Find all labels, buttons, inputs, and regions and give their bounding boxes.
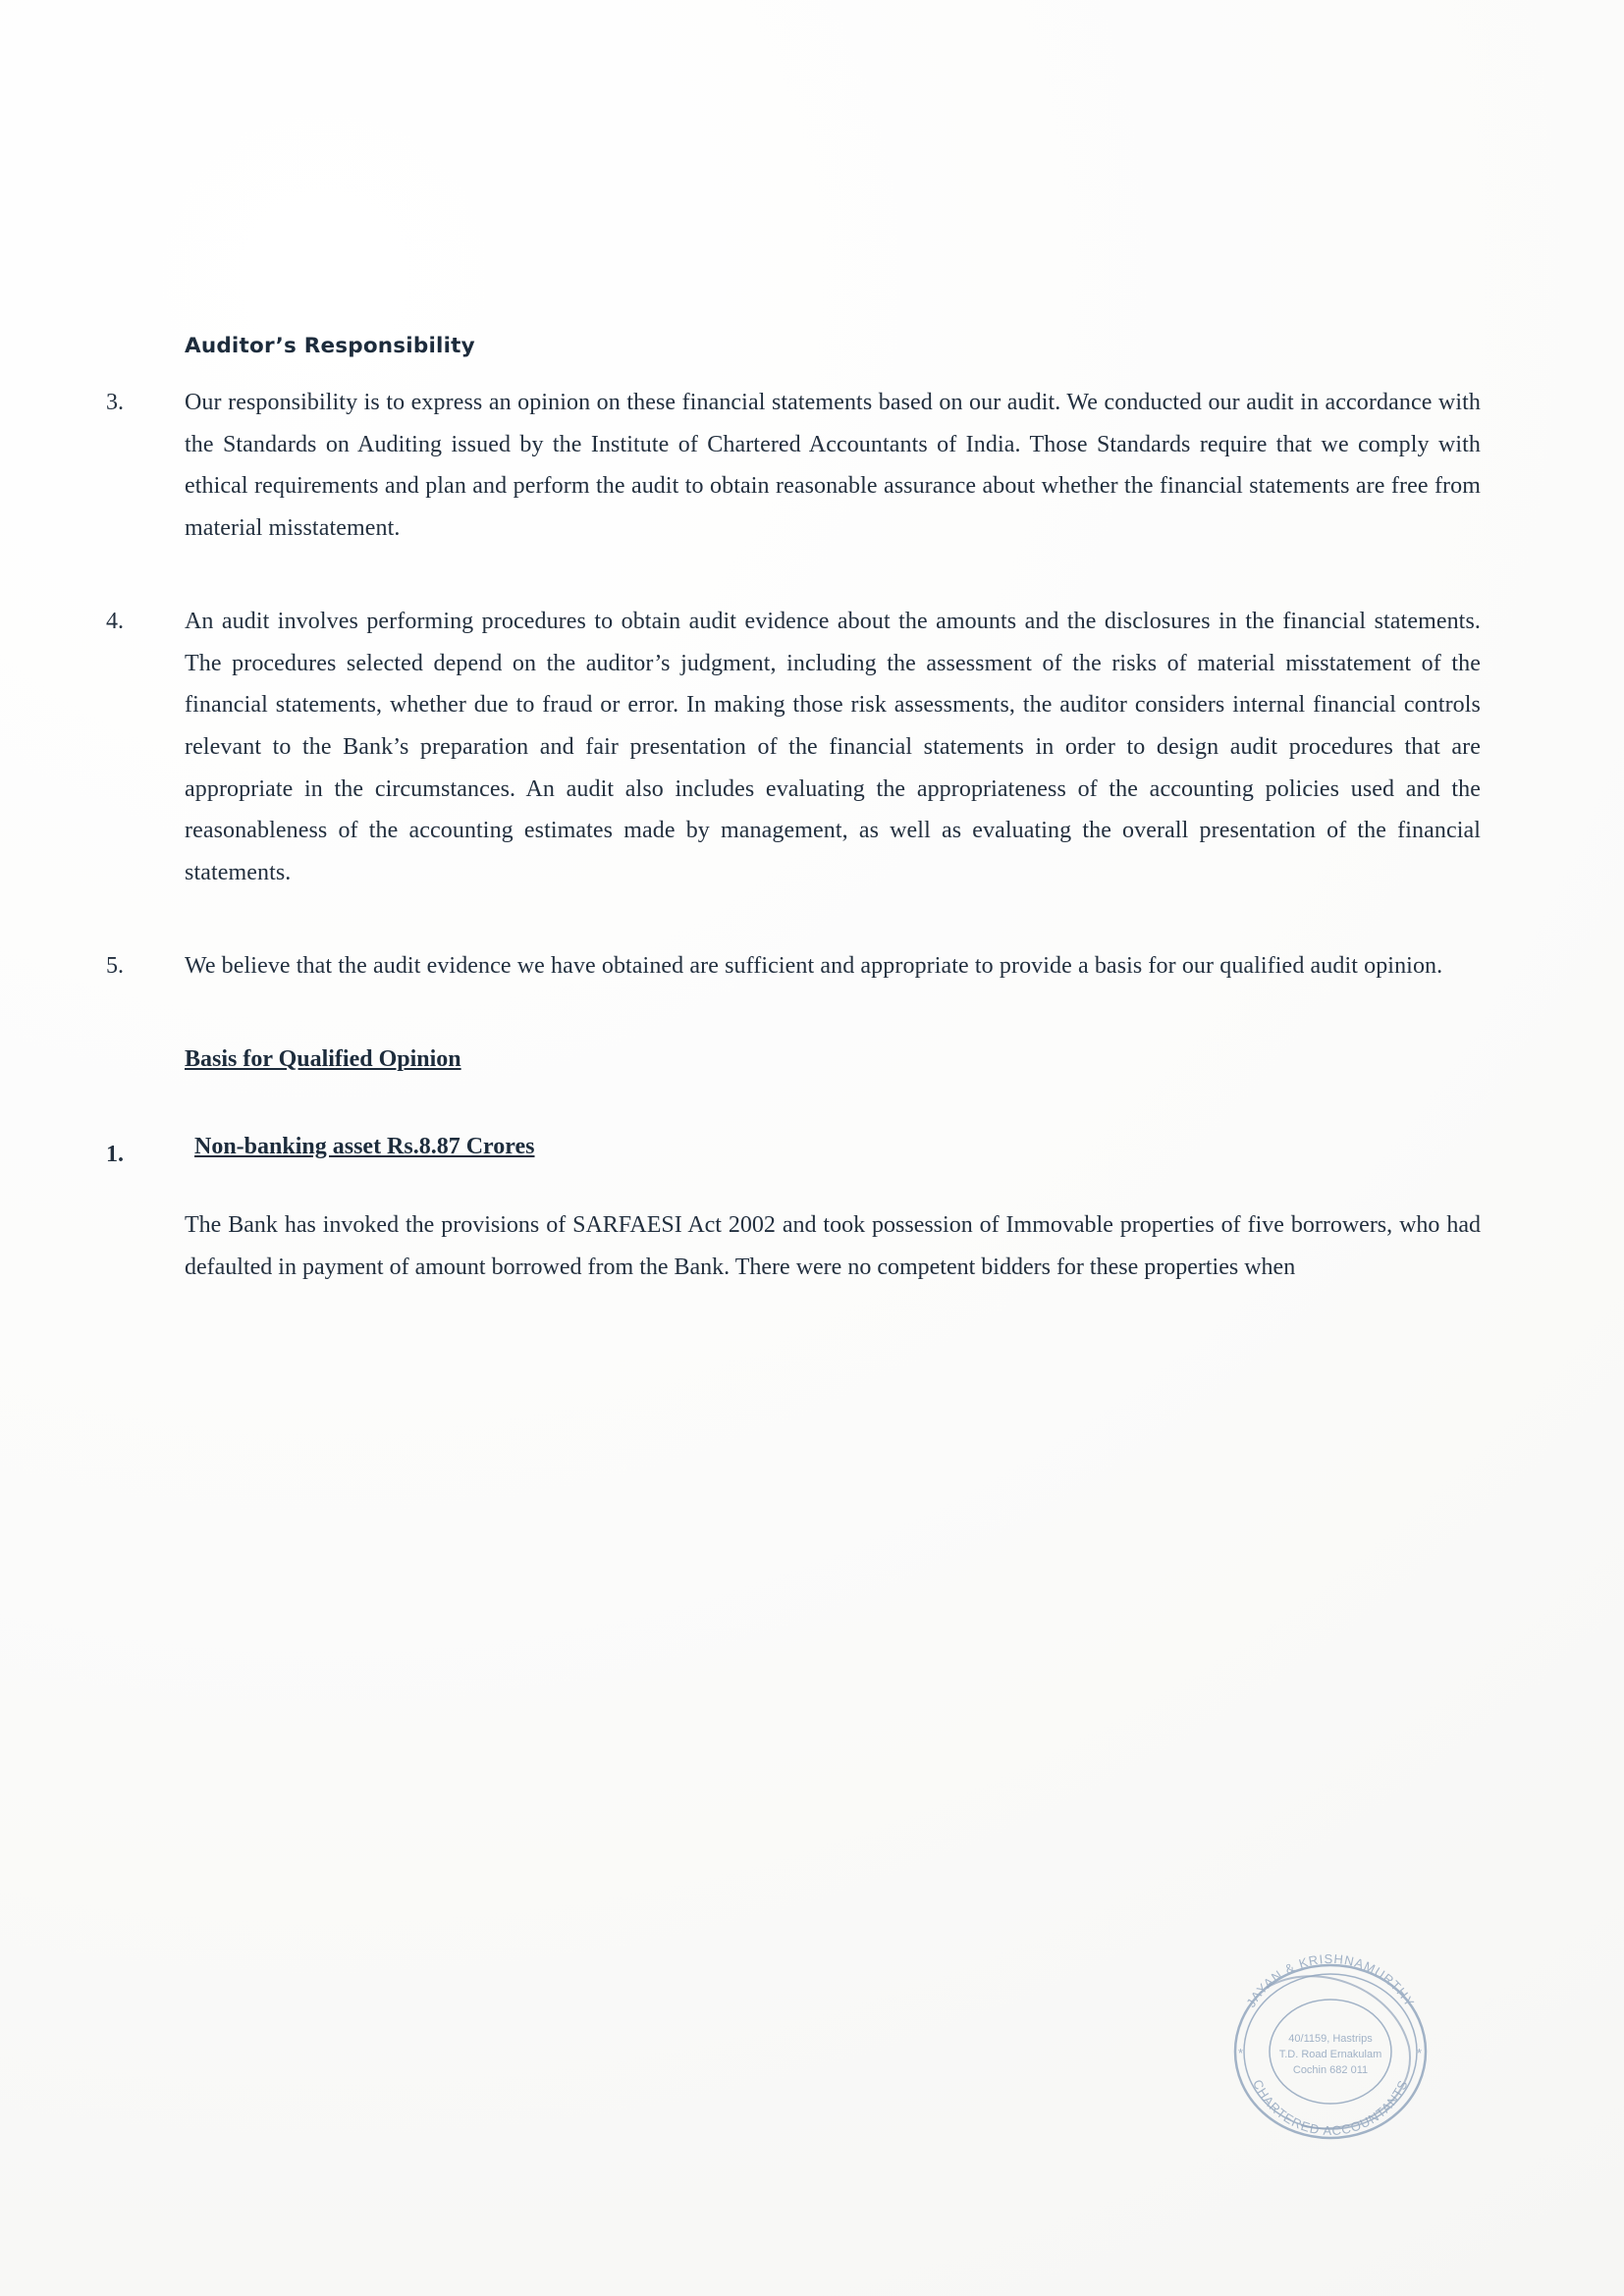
- seal-address-line2: T.D. Road Ernakulam: [1278, 2049, 1382, 2060]
- svg-text:JAYAN & KRISHNAMURTHY: [1243, 1951, 1417, 2009]
- sub-item-title: Non-banking asset Rs.8.87 Crores: [194, 1133, 535, 1159]
- seal-outer-bottom-text: CHARTERED ACCOUNTANTS: [1250, 2077, 1411, 2139]
- sub-item-heading: [106, 1134, 1481, 1176]
- sub-item-text: The Bank has invoked the provisions of SARFAESI Act 2002 and took possession of Immovable properties of five borrowers, who had defaulted in payment of amount borrowed from the Bank. There were no competent bidders for these properties when: [185, 1212, 1481, 1281]
- section-heading-auditors-responsibility: Auditor’s Responsibility: [185, 334, 475, 358]
- sub-item-number: 1.: [106, 1141, 124, 1167]
- numbered-paragraph: [106, 945, 1481, 988]
- seal-address-line1: 40/1159, Hastrips: [1288, 2033, 1373, 2045]
- paragraph-text: Our responsibility is to express an opinion on these financial statements based on our audit. We conducted our audit in accordance with the Standards on Auditing issued by the Institute of Chartered Accountants of India. Those Standards require that we comply with ethical requirements and plan and perform the audit to obtain reasonable assurance about whether the financial statements are free from material misstatement.: [185, 390, 1481, 542]
- document-content: [106, 334, 1481, 1289]
- seal-outer-top-text: JAYAN & KRISHNAMURTHY: [1243, 1950, 1418, 2010]
- paragraph-number: 3.: [106, 390, 124, 415]
- paragraph-number: 5.: [106, 952, 124, 979]
- paragraph-text: An audit involves performing procedures to obtain audit evidence about the amounts and the disclosures in the financial statements. The procedures selected depend on the auditor’s judgment, including the assessment of the risks of material misstatement of the financial statements, whether due to fraud or error. In making those risk assessments, the auditor considers internal financial controls relevant to the Bank’s preparation and fair presentation of the financial statements in order to design audit procedures that are appropriate in the circumstances. An audit also includes evaluating the appropriateness of the accounting policies used and the reasonableness of the accounting estimates made by management, as well as evaluating the overall presentation of the financial statements.: [185, 608, 1481, 886]
- paragraph-number: 4.: [106, 608, 124, 634]
- paragraph-text: We believe that the audit evidence we have obtained are sufficient and appropriate to provide a basis for our qualified audit opinion.: [185, 952, 1443, 979]
- numbered-paragraph: [106, 382, 1481, 550]
- seal-star-right: *: [1416, 2046, 1424, 2060]
- seal-star-left: *: [1237, 2046, 1245, 2060]
- numbered-paragraph: [106, 601, 1481, 894]
- chartered-accountant-seal-stamp: [1208, 1929, 1453, 2174]
- seal-address-line3: Cochin 682 011: [1292, 2064, 1369, 2076]
- section-heading-basis-for-qualified-opinion: Basis for Qualified Opinion: [185, 1045, 461, 1072]
